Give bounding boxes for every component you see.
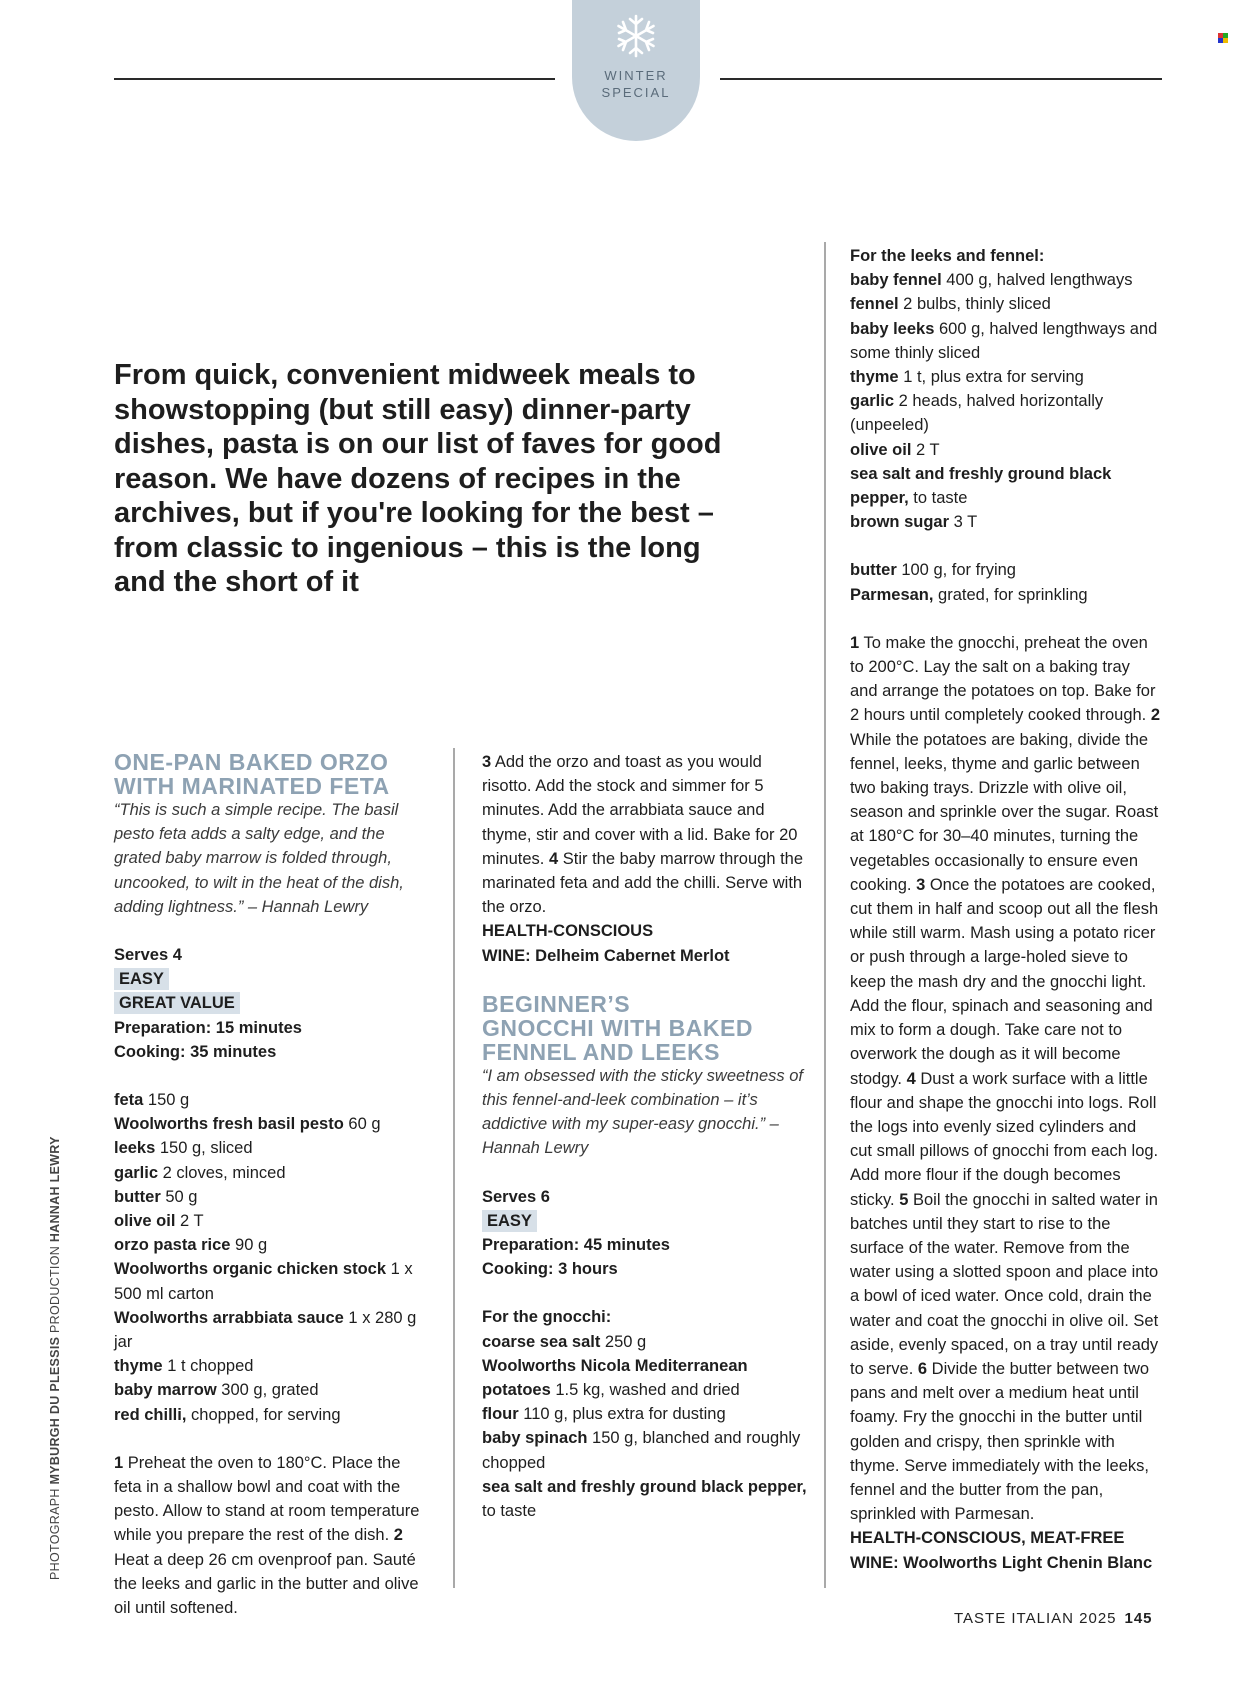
section-label: [572, 67, 700, 101]
ingredient: baby spinach 150 g, blanched and roughly chopped: [482, 1429, 801, 1472]
recipe2-title-line3: FENNEL AND LEEKS: [482, 1038, 721, 1065]
recipe2-prep: Preparation: 45 minutes: [482, 1236, 670, 1255]
recipe2-method: 1 To make the gnocchi, preheat the oven to 200°C. Lay the salt on a baking tray and arrange the potatoes on top. Bake for 2 hours until completely cooked through. 2 While the potatoes are baking, divide the fennel, leeks, thyme and garlic between two baking trays. Drizzle with olive oil, season and sprinkle over the sugar. Roast at 180°C for 30–40 minutes, turning the vegetables occasionally to ensure even cooking. 3 Once the potatoes are cooked, cut them in half and scoop out all the flesh while still warm. Mash using a potato ricer or push through a large-holed sieve to keep the mash dry and the gnocchi light. Add the flour, spinach and seasoning and mix to form a dough. Take care not to overwork the dough as it will become stodgy. 4 Dust a work surface with a little flour and shape the gnocchi into logs. Roll the logs into evenly sized cylinders and cut small pillows of gnocchi from each log. Add more flour if the dough becomes sticky. 5 Boil the gnocchi in salted water in batches until they start to rise to the surface of the water. Remove from the water using a slotted spoon and place into a bowl of iced water. Once cold, drain the water and coat the gnocchi in olive oil. Set aside, evenly spaced, on a tray until ready to serve. 6 Divide the butter between two pans and melt over a medium heat until foamy. Fry the gnocchi in the butter until golden and crispy, then sprinkle with thyme. Serve immediately with the leeks, fennel and the butter from the pan, sprinkled with Parmesan.: [850, 633, 1161, 1524]
recipe1-badge-value: GREAT VALUE: [114, 992, 240, 1014]
section-label-line2: SPECIAL: [601, 85, 671, 100]
ingredient: brown sugar 3 T: [850, 513, 978, 532]
recipe-column-3: [850, 244, 1162, 1575]
header-rule-left: [114, 78, 555, 80]
recipe1-method: 1 Preheat the oven to 180°C. Place the feta in a shallow bowl and coat with the pesto. Allow to stand at room temperature while you prepare the rest of the dish. 2 Heat a deep 26 cm ovenproof pan. Sauté the leeks and garlic in the butter and olive oil until softened.: [114, 1453, 420, 1618]
recipe1-title: [114, 750, 430, 798]
ingredient: butter 50 g: [114, 1187, 198, 1206]
recipe2-tag: HEALTH-CONSCIOUS, MEAT-FREE: [850, 1529, 1125, 1548]
ingredient: Woolworths organic chicken stock 1 x 500 ml carton: [114, 1260, 413, 1303]
recipe1-method-continued: 3 Add the orzo and toast as you would risotto. Add the stock and simmer for 5 minutes. Add the arrabbiata sauce and thyme, stir and cover with a lid. Bake for 20 minutes. 4 Stir the baby marrow through the marinated feta and add the chilli. Serve with the orzo.: [482, 753, 804, 917]
ingredient: olive oil 2 T: [114, 1212, 204, 1231]
header-rule-right: [720, 78, 1162, 80]
ingredient: orzo pasta rice 90 g: [114, 1236, 268, 1255]
recipe2-quote: “I am obsessed with the sticky sweetness of this fennel-and-leek combination – it’s addictive with my super-easy gnocchi.” – Hannah Lewry: [482, 1066, 803, 1158]
ingredient: baby leeks 600 g, halved lengthways and some thinly sliced: [850, 319, 1158, 362]
recipe1-serves: Serves 4: [114, 946, 182, 965]
magazine-name: TASTE ITALIAN 2025: [954, 1610, 1117, 1627]
ingredient: red chilli, chopped, for serving: [114, 1405, 341, 1424]
recipe2-serves: Serves 6: [482, 1187, 550, 1206]
ingredient: thyme 1 t, plus extra for serving: [850, 368, 1084, 387]
recipe1-badge-easy: EASY: [114, 968, 169, 990]
ingredient: Woolworths Nicola Mediterranean potatoes 1.5 kg, washed and dried: [482, 1356, 748, 1400]
ingredient: Woolworths arrabbiata sauce 1 x 280 g jar: [114, 1308, 417, 1352]
leeks-heading: For the leeks and fennel:: [850, 247, 1045, 265]
recipe1-column: [114, 750, 430, 1620]
ingredient: leeks 150 g, sliced: [114, 1139, 253, 1158]
ingredient: sea salt and freshly ground black pepper, to taste: [850, 464, 1112, 508]
recipe1-quote: “This is such a simple recipe. The basil pesto feta adds a salty edge, and the grated baby marrow is folded through, uncooked, to wilt in the heat of the dish, adding lightness.” – Hannah Lewry: [114, 801, 404, 916]
ingredient: fennel 2 bulbs, thinly sliced: [850, 295, 1051, 314]
ingredient: coarse sea salt 250 g: [482, 1332, 647, 1351]
ingredient: baby marrow 300 g, grated: [114, 1381, 319, 1400]
ingredient: Woolworths fresh basil pesto 60 g: [114, 1115, 381, 1134]
column-rule-1: [453, 748, 455, 1588]
page-number: 145: [1124, 1610, 1153, 1627]
recipe2-badge-easy: EASY: [482, 1210, 537, 1232]
recipe1-cook: Cooking: 35 minutes: [114, 1042, 277, 1061]
recipe1-title-line1: ONE-PAN BAKED ORZO: [114, 749, 389, 775]
recipe2-wine: WINE: Woolworths Light Chenin Blanc: [850, 1553, 1153, 1572]
recipe2-title: [482, 992, 808, 1064]
ingredient: butter 100 g, for frying: [850, 561, 1016, 580]
ingredient: thyme 1 t chopped: [114, 1357, 254, 1376]
ingredient: Parmesan, grated, for sprinkling: [850, 585, 1088, 604]
recipe1-wine: WINE: Delheim Cabernet Merlot: [482, 946, 730, 965]
recipe2-title-line1: BEGINNER’S: [482, 990, 631, 1017]
recipe-column-2: [482, 750, 808, 1523]
ingredient: baby fennel 400 g, halved lengthways: [850, 271, 1133, 290]
ingredient: garlic 2 cloves, minced: [114, 1163, 286, 1182]
intro-text: From quick, convenient midweek meals to showstopping (but still easy) dinner-party dishes, pasta is on our list of faves for good reason. We have dozens of recipes in the archives, but if you're looking for the best – from classic to ingenious – this is the long and the short of it: [114, 359, 722, 598]
column-rule-2: [824, 242, 826, 1588]
recipe1-title-line2: WITH MARINATED FETA: [114, 773, 390, 799]
ingredient: flour 110 g, plus extra for dusting: [482, 1405, 726, 1424]
photo-credit: PHOTOGRAPH MYBURGH DU PLESSIS PRODUCTION HANNAH LEWRY: [48, 1136, 62, 1580]
recipe1-tag: HEALTH-CONSCIOUS: [482, 922, 654, 941]
ingredient: garlic 2 heads, halved horizontally (unpeeled): [850, 392, 1104, 435]
section-tab: [572, 0, 700, 141]
recipe1-prep: Preparation: 15 minutes: [114, 1018, 302, 1037]
snowflake-icon: [615, 13, 657, 59]
page-footer: [954, 1610, 1153, 1627]
ingredient: sea salt and freshly ground black pepper, to taste: [482, 1477, 807, 1521]
recipe2-cook: Cooking: 3 hours: [482, 1260, 618, 1279]
section-label-line1: WINTER: [604, 68, 668, 83]
ingredient: feta 150 g: [114, 1091, 190, 1110]
gnocchi-heading: For the gnocchi:: [482, 1308, 612, 1327]
ingredient: olive oil 2 T: [850, 440, 940, 459]
recipe2-title-line2: GNOCCHI WITH BAKED: [482, 1014, 753, 1041]
